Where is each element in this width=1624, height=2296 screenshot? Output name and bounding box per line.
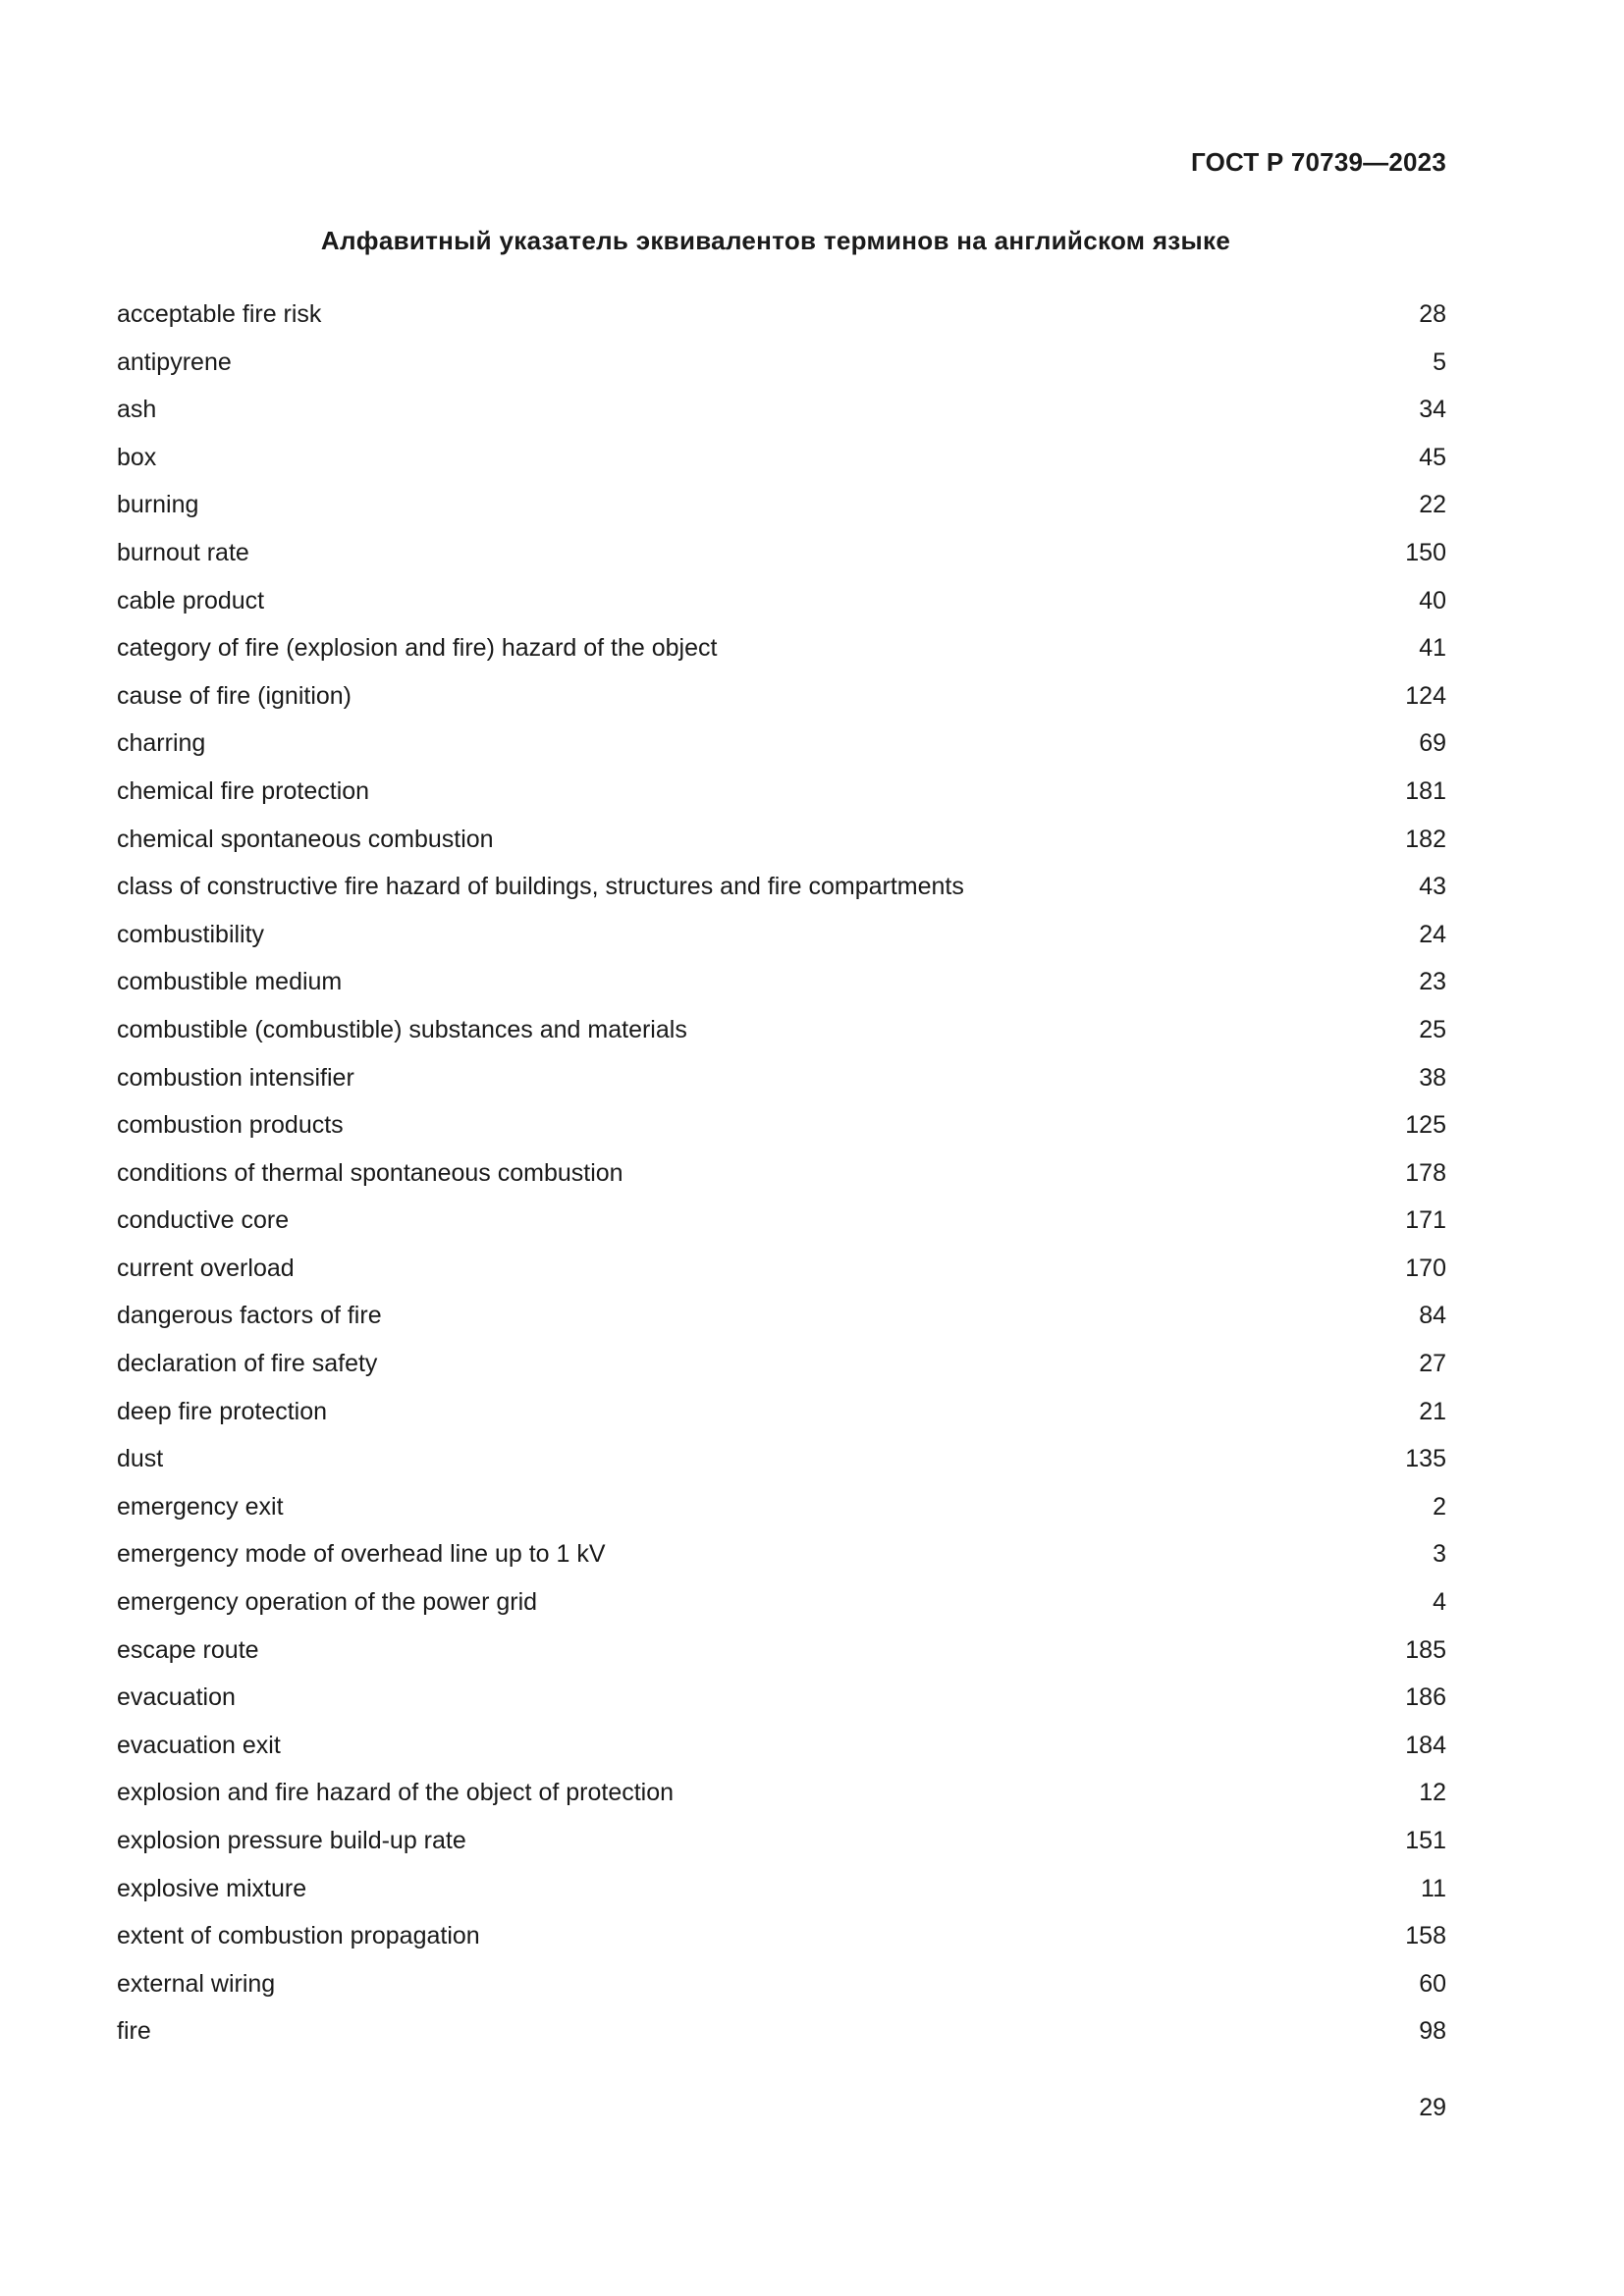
- index-term: fire: [117, 2017, 151, 2046]
- index-term: extent of combustion propagation: [117, 1922, 480, 1950]
- index-entry: [117, 396, 1446, 444]
- index-entry: [117, 1111, 1446, 1159]
- index-entry: [117, 826, 1446, 874]
- index-reference-number: 98: [1419, 2017, 1446, 2046]
- index-term: escape route: [117, 1635, 259, 1664]
- index-entry: [117, 729, 1446, 777]
- index-term: charring: [117, 729, 206, 758]
- index-term: chemical spontaneous combustion: [117, 825, 494, 853]
- index-reference-number: 124: [1405, 681, 1446, 710]
- index-term: evacuation: [117, 1683, 236, 1712]
- index-term: combustible (combustible) substances and materials: [117, 1015, 687, 1043]
- index-entry: [117, 348, 1446, 397]
- index-reference-number: 69: [1419, 729, 1446, 758]
- index-entry: [117, 921, 1446, 969]
- index-entry: [117, 1922, 1446, 1970]
- index-reference-number: 84: [1419, 1302, 1446, 1330]
- index-term: emergency mode of overhead line up to 1 kV: [117, 1540, 606, 1569]
- index-entry: [117, 1636, 1446, 1684]
- index-term: antipyrene: [117, 347, 232, 376]
- index-entry: [117, 1302, 1446, 1350]
- index-reference-number: 150: [1405, 538, 1446, 566]
- index-entry: [117, 1875, 1446, 1923]
- index-entry: [117, 1970, 1446, 2018]
- index-entry: [117, 634, 1446, 682]
- index-reference-number: 45: [1419, 443, 1446, 471]
- index-reference-number: 125: [1405, 1111, 1446, 1140]
- page-number: 29: [1419, 2094, 1446, 2121]
- index-reference-number: 171: [1405, 1206, 1446, 1235]
- index-term: explosion pressure build-up rate: [117, 1827, 466, 1854]
- index-reference-number: 27: [1419, 1350, 1446, 1378]
- index-reference-number: 135: [1405, 1445, 1446, 1473]
- index-reference-number: 11: [1421, 1874, 1446, 1902]
- index-term: explosive mixture: [117, 1874, 307, 1902]
- index-entry: [117, 1350, 1446, 1398]
- index-term: class of constructive fire hazard of buildings, structures and fire compartments: [117, 873, 964, 901]
- index-title: Алфавитный указатель эквивалентов терминов на английском языке: [320, 226, 1231, 255]
- index-reference-number: 182: [1405, 825, 1446, 853]
- index-entry: [117, 1683, 1446, 1732]
- index-entry: [117, 1588, 1446, 1636]
- index-reference-number: 181: [1405, 776, 1446, 805]
- index-term: conditions of thermal spontaneous combustion: [117, 1158, 623, 1187]
- index-reference-number: 12: [1419, 1779, 1446, 1807]
- index-reference-number: 186: [1405, 1683, 1446, 1712]
- index-term: category of fire (explosion and fire) hazard of the object: [117, 634, 718, 663]
- index-term: ash: [117, 396, 157, 424]
- index-term: evacuation exit: [117, 1731, 281, 1759]
- index-term: box: [117, 443, 157, 471]
- index-reference-number: 4: [1433, 1588, 1446, 1617]
- index-entry: [117, 777, 1446, 826]
- index-term: acceptable fire risk: [117, 300, 322, 328]
- index-reference-number: 22: [1419, 491, 1446, 519]
- index-term: emergency operation of the power grid: [117, 1588, 538, 1617]
- index-term: burning: [117, 491, 199, 519]
- index-term: dust: [117, 1445, 164, 1473]
- index-reference-number: 185: [1405, 1635, 1446, 1664]
- index-term: emergency exit: [117, 1492, 284, 1521]
- index-reference-number: 158: [1405, 1922, 1446, 1950]
- index-entry: [117, 587, 1446, 635]
- index-term: cause of fire (ignition): [117, 681, 352, 710]
- index-entry: [117, 1540, 1446, 1588]
- index-term: external wiring: [117, 1969, 276, 1998]
- index-reference-number: 5: [1433, 347, 1446, 376]
- index-term: cable product: [117, 586, 265, 614]
- index-list: [117, 300, 1446, 2065]
- index-reference-number: 25: [1419, 1015, 1446, 1043]
- index-entry: [117, 491, 1446, 539]
- index-term: chemical fire protection: [117, 776, 370, 805]
- index-entry: [117, 1493, 1446, 1541]
- index-reference-number: 60: [1419, 1969, 1446, 1998]
- index-reference-number: 170: [1405, 1254, 1446, 1282]
- index-term: combustible medium: [117, 968, 343, 996]
- index-entry: [117, 1779, 1446, 1827]
- index-reference-number: 28: [1419, 300, 1446, 328]
- index-term: burnout rate: [117, 538, 249, 566]
- index-reference-number: 43: [1419, 873, 1446, 901]
- index-reference-number: 24: [1419, 920, 1446, 948]
- index-entry: [117, 1255, 1446, 1303]
- index-term: combustion products: [117, 1111, 344, 1140]
- index-term: explosion and fire hazard of the object of protection: [117, 1779, 675, 1807]
- index-reference-number: 184: [1405, 1731, 1446, 1759]
- index-reference-number: 41: [1419, 634, 1446, 663]
- index-entry: [117, 1398, 1446, 1446]
- index-reference-number: 38: [1419, 1063, 1446, 1092]
- index-entry: [117, 2017, 1446, 2065]
- index-entry: [117, 300, 1446, 348]
- index-entry: [117, 1016, 1446, 1064]
- index-entry: [117, 1159, 1446, 1207]
- document-standard-header: ГОСТ Р 70739—2023: [1191, 147, 1446, 177]
- index-term: current overload: [117, 1254, 295, 1282]
- index-reference-number: 151: [1405, 1827, 1446, 1854]
- index-reference-number: 34: [1419, 396, 1446, 424]
- index-term: combustion intensifier: [117, 1063, 354, 1092]
- index-reference-number: 40: [1419, 586, 1446, 614]
- index-term: declaration of fire safety: [117, 1350, 378, 1378]
- index-entry: [117, 1732, 1446, 1780]
- index-entry: [117, 1445, 1446, 1493]
- index-reference-number: 23: [1419, 968, 1446, 996]
- index-entry: [117, 968, 1446, 1016]
- index-reference-number: 178: [1405, 1158, 1446, 1187]
- index-term: combustibility: [117, 920, 265, 948]
- index-entry: [117, 1064, 1446, 1112]
- index-entry: [117, 444, 1446, 492]
- index-term: deep fire protection: [117, 1397, 328, 1425]
- index-entry: [117, 873, 1446, 921]
- index-entry: [117, 539, 1446, 587]
- index-entry: [117, 1827, 1446, 1875]
- index-reference-number: 2: [1433, 1492, 1446, 1521]
- index-reference-number: 21: [1419, 1397, 1446, 1425]
- index-entry: [117, 682, 1446, 730]
- index-term: dangerous factors of fire: [117, 1302, 382, 1330]
- index-reference-number: 3: [1433, 1540, 1446, 1569]
- index-entry: [117, 1206, 1446, 1255]
- index-term: conductive core: [117, 1206, 290, 1235]
